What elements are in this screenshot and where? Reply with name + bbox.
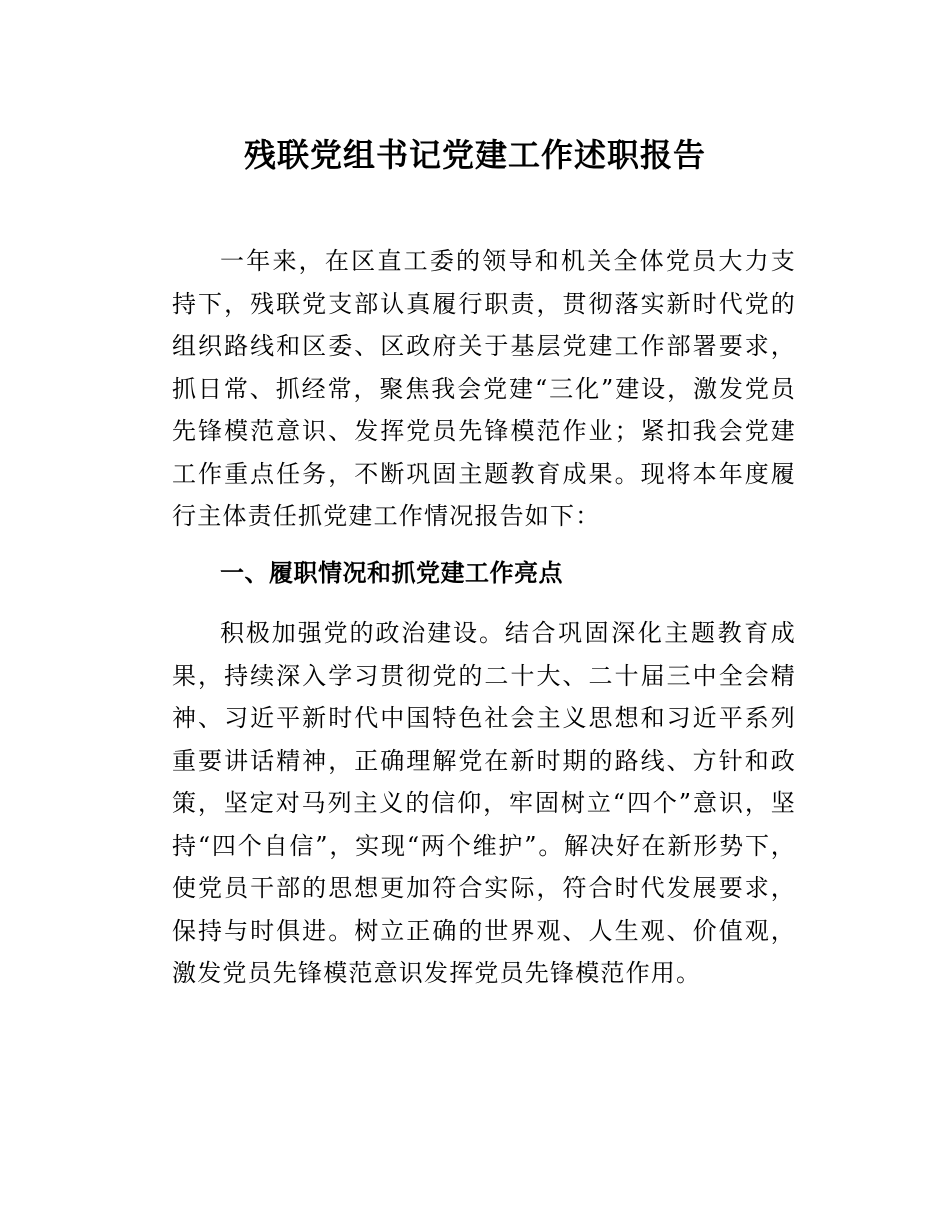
section-heading: 一、履职情况和抓党建工作亮点 [220,559,563,587]
intro-paragraph: 一年来，在区直工委的领导和机关全体党员大力支持下，残联党支部认真履行职责，贯彻落实新时代党的组织路线和区委、区政府关于基层党建工作部署要求，抓日常、抓经常，聚焦我会党建“三化”建设，激发党员先锋模范意识、发挥党员先锋模范作业；紧扣我会党建工作重点任务，不断巩固主题教育成果。现将本年度履行主体责任抓党建工作情况报告如下： [172,247,796,530]
document-title: 残联党组书记党建工作述职报告 [243,136,706,175]
section-paragraph [172,612,796,995]
section-paragraph-lead: 积极加强党的政治建设。 [220,619,505,647]
section-paragraph-body: 结合巩固深化主题教育成果，持续深入学习贯彻党的二十大、二十届三中全会精神、习近平新时代中国特色社会主义思想和习近平系列重要讲话精神，正确理解党在新时期的路线、方针和政策，坚定对马列主义的信仰，牢固树立“四个”意识，坚持“四个自信”，实现“两个维护”。解决好在新形势下，使党员干部的思想更加符合实际，符合时代发展要求，保持与时俱进。树立正确的世界观、人生观、价值观，激发党员先锋模范意识发挥党员先锋模范作用。 [172,619,797,987]
